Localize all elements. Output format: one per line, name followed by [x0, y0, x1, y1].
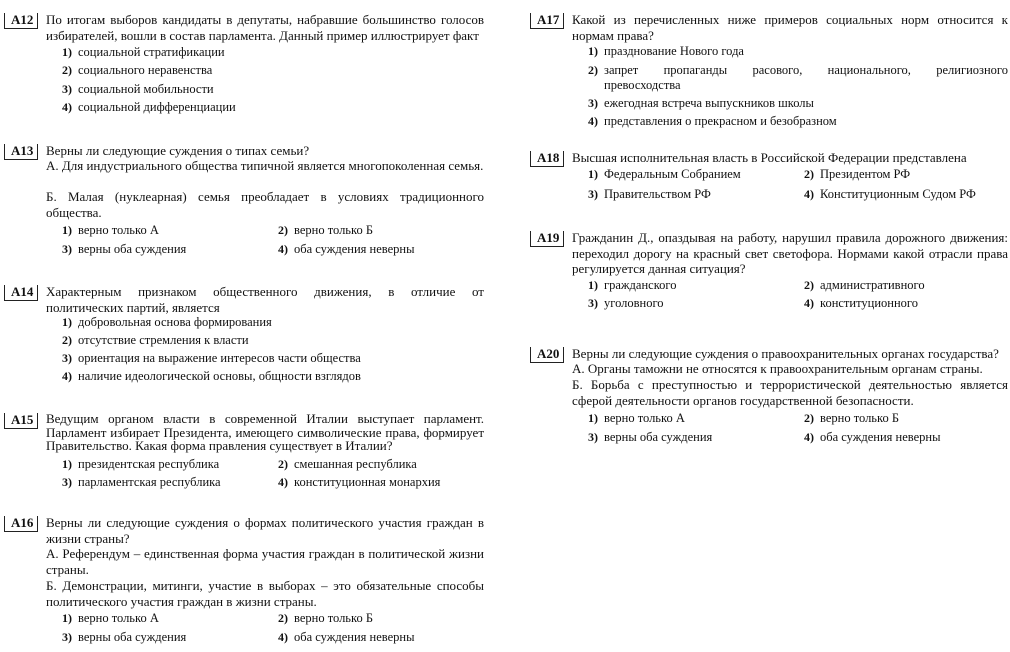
option-text: представления о прекрасном и безобразном [604, 114, 837, 128]
option-text: социальной мобильности [78, 82, 214, 96]
statement-a: А. Референдум – единственная форма участия граждан в политической жизни страны. [46, 546, 484, 577]
option-text: ежегодная встреча выпускников школы [604, 96, 814, 110]
question-a19 [530, 230, 1008, 316]
answer-option[interactable] [588, 296, 664, 311]
question-number: A19 [530, 231, 564, 247]
option-number: 4) [804, 187, 814, 201]
option-number: 2) [804, 411, 814, 425]
option-number: 2) [278, 223, 288, 237]
option-text: наличие идеологической основы, общности взглядов [78, 369, 361, 383]
statement-a: А. Для индустриального общества типичной является многопоколенная семья. [46, 158, 484, 173]
answer-option[interactable] [588, 167, 741, 182]
option-number: 4) [62, 100, 72, 114]
answer-option[interactable] [588, 63, 1008, 93]
option-number: 4) [804, 296, 814, 310]
option-number: 2) [62, 333, 72, 347]
option-text: административного [820, 278, 925, 292]
question-text: Ведущим органом власти в современной Италии выступает парламент. Парламент избирает Президента, имеющего символические права, формирует Правительство. Какая форма правления существует в Италии? [46, 411, 484, 453]
option-number: 3) [62, 475, 72, 489]
answer-option[interactable] [588, 96, 814, 111]
option-number: 3) [588, 96, 598, 110]
answer-option[interactable] [804, 430, 941, 445]
option-text: верно только Б [820, 411, 900, 425]
option-number: 1) [62, 611, 72, 625]
option-number: 1) [588, 411, 598, 425]
question-number: A15 [4, 413, 38, 429]
option-number: 3) [62, 630, 72, 644]
option-text: оба суждения неверны [820, 430, 941, 444]
option-text: социального неравенства [78, 63, 213, 77]
option-text: ориентация на выражение интересов части общества [78, 351, 361, 365]
option-text: гражданского [604, 278, 677, 292]
option-number: 1) [588, 44, 598, 58]
option-text: президентская республика [78, 457, 220, 471]
option-text: верно только Б [294, 223, 374, 237]
option-number: 1) [62, 457, 72, 471]
question-text: Верны ли следующие суждения о формах политического участия граждан в жизни страны? [46, 515, 484, 546]
question-a18 [530, 150, 1008, 206]
statement-a: А. Органы таможни не относятся к правоохранительным органам страны. [572, 361, 983, 376]
option-number: 2) [804, 278, 814, 292]
answer-option[interactable] [62, 223, 159, 238]
question-number: A14 [4, 285, 38, 301]
option-text: верно только А [78, 223, 159, 237]
answer-option[interactable] [804, 296, 918, 311]
option-text: социальной дифференциации [78, 100, 236, 114]
question-text: Гражданин Д., опаздывая на работу, нарушил правила дорожного движения: переходил дорогу на красный свет светофора. Нормами какой отрасли права регулируется данная ситуация? [572, 230, 1008, 276]
answer-option[interactable] [278, 630, 415, 645]
question-text: Характерным признаком общественного движения, в отличие от политических партий, является [46, 284, 484, 315]
question-text: По итогам выборов кандидаты в депутаты, набравшие большинство голосов избирателей, вошли в состав парламента. Данный пример иллюстрирует факт [46, 12, 484, 43]
option-text: отсутствие стремления к власти [78, 333, 249, 347]
answer-option[interactable] [278, 611, 373, 626]
answer-option[interactable] [588, 430, 712, 445]
option-number: 3) [588, 187, 598, 201]
option-number: 1) [588, 167, 598, 181]
answer-option[interactable] [62, 369, 361, 384]
answer-option[interactable] [278, 223, 373, 238]
question-a16 [4, 515, 486, 650]
option-text: смешанная республика [294, 457, 417, 471]
answer-option[interactable] [62, 611, 159, 626]
option-text: оба суждения неверны [294, 242, 415, 256]
answer-option[interactable] [62, 315, 272, 330]
answer-option[interactable] [62, 100, 236, 115]
option-text: верно только А [604, 411, 685, 425]
option-text: оба суждения неверны [294, 630, 415, 644]
answer-option[interactable] [62, 630, 186, 645]
answer-option[interactable] [804, 167, 910, 182]
option-number: 4) [278, 475, 288, 489]
option-text: запрет пропаганды расового, национального, религиозного превосходства [604, 63, 1008, 92]
option-number: 4) [62, 369, 72, 383]
answer-option[interactable] [62, 457, 219, 472]
answer-option[interactable] [588, 44, 744, 59]
option-number: 1) [62, 223, 72, 237]
answer-option[interactable] [804, 187, 976, 202]
question-text: Какой из перечисленных ниже примеров социальных норм относится к нормам права? [572, 12, 1008, 43]
answer-option[interactable] [62, 63, 212, 78]
question-number: A13 [4, 144, 38, 160]
question-text: Верны ли следующие суждения о типах семьи? [46, 143, 310, 158]
answer-option[interactable] [588, 187, 711, 202]
option-number: 4) [588, 114, 598, 128]
option-number: 2) [62, 63, 72, 77]
option-number: 2) [278, 457, 288, 471]
question-a20 [530, 346, 1008, 452]
question-number: A16 [4, 516, 38, 532]
question-a17 [530, 12, 1008, 132]
option-number: 2) [804, 167, 814, 181]
answer-option[interactable] [804, 411, 899, 426]
question-a13 [4, 143, 486, 261]
option-number: 1) [588, 278, 598, 292]
option-text: Федеральным Собранием [604, 167, 741, 181]
answer-option[interactable] [62, 475, 221, 490]
option-text: уголовного [604, 296, 664, 310]
answer-option[interactable] [278, 457, 417, 472]
question-number: A18 [530, 151, 564, 167]
question-number: A20 [530, 347, 564, 363]
option-number: 1) [62, 45, 72, 59]
option-number: 3) [588, 296, 598, 310]
question-number: A12 [4, 13, 38, 29]
question-text: Верны ли следующие суждения о правоохранительных органах государства? [572, 346, 999, 361]
option-number: 3) [62, 351, 72, 365]
question-number: A17 [530, 13, 564, 29]
statement-b: Б. Демонстрации, митинги, участие в выборах – это обязательные способы политического участия граждан в жизни страны. [46, 578, 484, 609]
answer-option[interactable] [588, 114, 837, 129]
option-text: празднование Нового года [604, 44, 744, 58]
option-text: Конституционным Судом РФ [820, 187, 976, 201]
question-text: Высшая исполнительная власть в Российской Федерации представлена [572, 150, 967, 165]
question-a15 [4, 412, 486, 494]
option-number: 3) [62, 82, 72, 96]
option-number: 1) [62, 315, 72, 329]
answer-option[interactable] [62, 82, 214, 97]
option-text: социальной стратификации [78, 45, 225, 59]
statement-b: Б. Малая (нуклеарная) семья преобладает в условиях традиционного общества. [46, 189, 484, 220]
answer-option[interactable] [62, 45, 225, 60]
answer-option[interactable] [62, 351, 361, 366]
option-text: добровольная основа формирования [78, 315, 272, 329]
statement-b: Б. Борьба с преступностью и террористической деятельностью является сферой деятельности органов государственной безопасности. [572, 377, 1008, 408]
option-text: верно только Б [294, 611, 374, 625]
option-number: 4) [278, 630, 288, 644]
answer-option[interactable] [278, 242, 415, 257]
question-a14 [4, 284, 486, 388]
answer-option[interactable] [804, 278, 925, 293]
option-number: 3) [62, 242, 72, 256]
question-a12 [4, 12, 486, 124]
option-number: 4) [278, 242, 288, 256]
option-text: верны оба суждения [78, 242, 187, 256]
option-text: верно только А [78, 611, 159, 625]
option-text: конституционного [820, 296, 918, 310]
option-text: Президентом РФ [820, 167, 911, 181]
option-number: 3) [588, 430, 598, 444]
answer-option[interactable] [62, 333, 249, 348]
option-text: верны оба суждения [604, 430, 713, 444]
option-text: парламентская республика [78, 475, 221, 489]
option-number: 2) [588, 63, 598, 77]
option-number: 2) [278, 611, 288, 625]
answer-option[interactable] [278, 475, 440, 490]
option-text: конституционная монархия [294, 475, 441, 489]
answer-option[interactable] [588, 278, 676, 293]
answer-option[interactable] [588, 411, 685, 426]
option-text: Правительством РФ [604, 187, 711, 201]
option-text: верны оба суждения [78, 630, 187, 644]
answer-option[interactable] [62, 242, 186, 257]
option-number: 4) [804, 430, 814, 444]
